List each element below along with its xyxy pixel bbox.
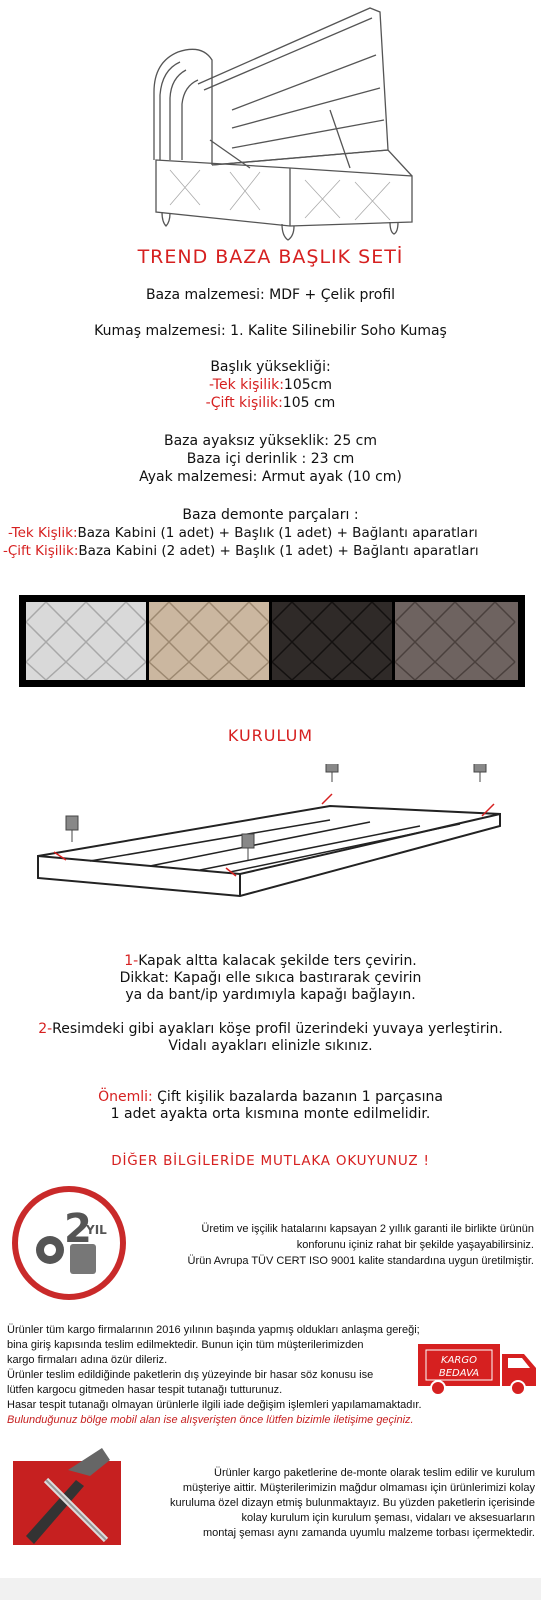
warranty-unit: YIL (86, 1223, 107, 1237)
important-line2: 1 adet ayakta orta kısmına monte edilmelidir. (110, 1106, 431, 1122)
important-label: Önemli: (98, 1089, 153, 1105)
assembly-line1: Ürünler kargo paketlerine de-monte olarak teslim edilir ve kurulum (214, 1467, 535, 1479)
cargo-line4: Ürünler teslim edildiğinde paketlerin dış yüzeyinde bir hasar söz konusu ise (7, 1369, 374, 1381)
base-material: Baza malzemesi: MDF + Çelik profil (145, 287, 396, 303)
inner-depth: Baza içi derinlik : 23 cm (186, 451, 355, 467)
parts-title: Baza demonte parçaları : (182, 507, 359, 523)
truck-label-2: BEDAVA (438, 1368, 480, 1379)
double-label: -Çift kişilik: (205, 395, 283, 411)
cargo-line1: Ürünler tüm kargo firmalarının 2016 yılının başında yapmış oldukları anlaşma gereği; (7, 1324, 420, 1336)
truck-label-1: KARGO (441, 1355, 477, 1366)
product-title: TREND BAZA BAŞLIK SETİ (137, 246, 404, 268)
assembly-line2: müşteriye aittir. Müşterilerimizin mağdur olmaması için ürünlerimizi kolay (182, 1482, 535, 1494)
warranty-number: 2 (64, 1206, 92, 1252)
cargo-line2: bina giriş kapısında teslim edilmektedir. Bunun için tüm müşterilerimizden (7, 1339, 364, 1351)
swatch-taupe (395, 602, 518, 680)
warranty-line2: konforunu içiniz rahat bir şekilde yaşayabilirsiniz. (296, 1239, 534, 1251)
single-parts (8, 524, 541, 542)
single-label: -Tek kişilik: (209, 377, 284, 393)
fabric-swatches (19, 595, 525, 687)
single-parts-label: -Tek Kişlik: (8, 525, 78, 541)
cargo-line6: Hasar tespit tutanağı olmayan ürünlerle ilgili iade değişim işlemleri yapılamamaktadır. (7, 1399, 422, 1411)
important-text: Çift kişilik bazalarda bazanın 1 parçasına (152, 1089, 443, 1105)
base-height: Baza ayaksız yükseklik: 25 cm (163, 433, 378, 449)
step1-line1 (0, 952, 541, 970)
double-value: 105 cm (282, 395, 336, 411)
step2-number: 2- (38, 1021, 53, 1037)
double-parts-value: Baza Kabini (2 adet) + Başlık (1 adet) + Bağlantı aparatları (78, 543, 479, 559)
single-value: 105cm (283, 377, 332, 393)
warranty-line1: Üretim ve işçilik hatalarını kapsayan 2 yıllık garanti ile birlikte ürünün (201, 1223, 534, 1235)
installation-diagram (30, 764, 510, 924)
important-line1 (0, 1088, 541, 1106)
bed-illustration (140, 0, 430, 248)
info-title: DİĞER BİLGİLERİDE MUTLAKA OKUYUNUZ ! (111, 1153, 430, 1169)
cargo-line3: kargo firmaları adına özür dileriz. (7, 1354, 168, 1366)
step2-text: Resimdeki gibi ayakları köşe profil üzerindeki yuvaya yerleştirin. (52, 1021, 503, 1037)
fabric-material: Kumaş malzemesi: 1. Kalite Silinebilir Soho Kumaş (94, 323, 447, 339)
headboard-double-height (0, 394, 541, 412)
single-parts-value: Baza Kabini (1 adet) + Başlık (1 adet) + Bağlantı aparatları (77, 525, 478, 541)
step1-number: 1- (124, 953, 139, 969)
cargo-line5: lütfen kargocu gitmeden hasar tespit tutanağı tutturunuz. (7, 1384, 283, 1396)
assembly-line4: kolay kurulum için kurulum şeması, vidaları ve aksesuarların (241, 1512, 535, 1524)
headboard-single-height (0, 376, 541, 394)
double-parts (3, 542, 541, 560)
step1-text: Kapak altta kalacak şekilde ters çevirin. (138, 953, 417, 969)
leg-material: Ayak malzemesi: Armut ayak (10 cm) (139, 469, 402, 485)
step2-line2: Vidalı ayakları elinizle sıkınız. (168, 1038, 373, 1054)
double-parts-label: -Çift Kişilik: (3, 543, 79, 559)
assembly-line3: kuruluma özel dizayn etmiş bulunmaktayız. Bu yüzden paketlerin içerisinde (169, 1497, 535, 1509)
swatch-light-grey (26, 602, 146, 680)
cargo-line7: Bulunduğunuz bölge mobil alan ise alışverişten önce lütfen bizimle iletişime geçiniz. (7, 1414, 414, 1426)
warranty-line3: Ürün Avrupa TÜV CERT ISO 9001 kalite standardına uygun üretilmiştir. (187, 1255, 534, 1267)
swatch-dark-brown (272, 602, 392, 680)
step2-line1 (0, 1020, 541, 1038)
step1-line2: Dikkat: Kapağı elle sıkıca bastırarak çevirin (119, 970, 422, 986)
assembly-tools-icon (6, 1440, 132, 1552)
assembly-line5: montaj şeması aynı zamanda uyumlu malzeme torbası içermektedir. (203, 1527, 535, 1539)
warranty-badge (10, 1184, 128, 1302)
swatch-beige (149, 602, 269, 680)
step1-line3: ya da bant/ip yardımıyla kapağı bağlayın. (125, 987, 416, 1003)
free-shipping-truck-icon (414, 1340, 541, 1396)
headboard-height-label: Başlık yüksekliği: (210, 359, 331, 375)
footer-divider (0, 1578, 541, 1600)
installation-title: KURULUM (227, 726, 314, 745)
